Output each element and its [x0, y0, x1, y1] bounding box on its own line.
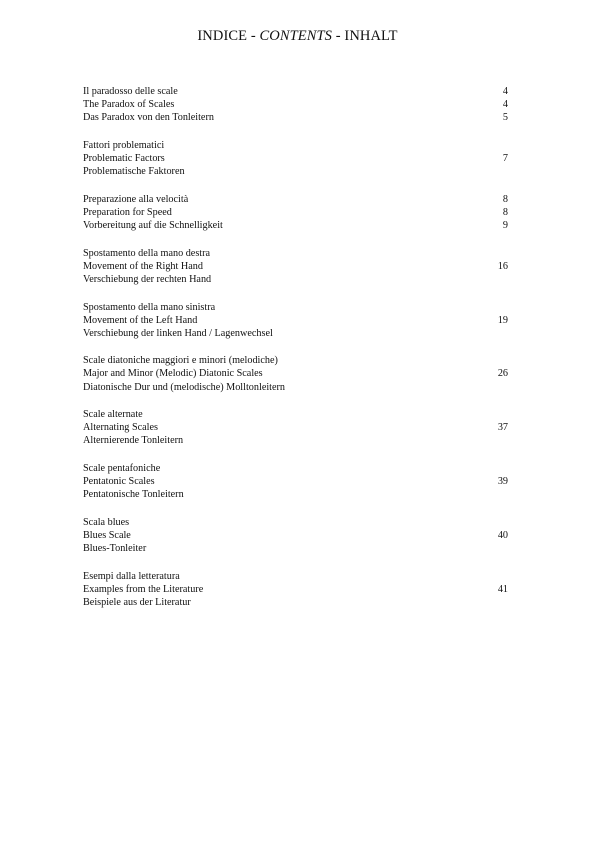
toc-entry[interactable]: [83, 206, 508, 219]
title-german: - INHALT: [332, 28, 398, 44]
toc-page-number: 7: [502, 152, 508, 164]
toc-page-number: 39: [497, 476, 508, 488]
title-italian: INDICE -: [197, 28, 260, 44]
toc-entry-title: The Paradox of Scales: [83, 99, 175, 111]
toc-entry[interactable]: [83, 542, 508, 555]
toc-entry[interactable]: [83, 327, 508, 340]
toc-entry[interactable]: [83, 475, 508, 488]
toc-page-number: 19: [497, 314, 508, 326]
toc-page-number: 5: [502, 112, 508, 124]
toc-entry-title: Diatonische Dur und (melodische) Molltonleitern: [83, 381, 286, 393]
toc-entry[interactable]: [83, 273, 508, 286]
toc-section: [83, 193, 508, 232]
toc-entry-title: Alternating Scales: [83, 422, 158, 434]
page-title: [0, 28, 595, 45]
toc-page-number: 8: [502, 193, 508, 205]
toc-entry-title: Blues-Tonleiter: [83, 543, 147, 555]
toc-section: [83, 301, 508, 340]
toc-entry[interactable]: [83, 462, 508, 475]
toc-entry[interactable]: [83, 301, 508, 314]
toc-entry[interactable]: [83, 152, 508, 165]
toc-section: [83, 408, 508, 447]
toc-entry-title: Alternierende Tonleitern: [83, 435, 184, 447]
toc-entry-title: Scala blues: [83, 517, 130, 528]
toc-entry[interactable]: [83, 434, 508, 447]
toc-entry-title: Blues Scale: [83, 530, 131, 542]
toc-page-number: 40: [497, 530, 508, 542]
toc-entry[interactable]: [83, 111, 508, 124]
toc-entry-title: Spostamento della mano sinistra: [83, 301, 216, 313]
toc-entry[interactable]: [83, 381, 508, 394]
toc-entry-title: Verschiebung der rechten Hand: [83, 273, 212, 285]
toc-entry[interactable]: [83, 367, 508, 380]
toc-section: [83, 462, 508, 501]
toc-entry[interactable]: [83, 247, 508, 260]
toc-page-number: 41: [497, 583, 508, 595]
toc-entry[interactable]: [83, 193, 508, 206]
toc-entry-title: Esempi dalla letteratura: [83, 570, 180, 582]
toc-entry-title: Spostamento della mano destra: [83, 247, 211, 259]
toc-entry[interactable]: [83, 516, 508, 529]
toc-section: [83, 247, 508, 286]
toc-entry-title: Scale alternate: [83, 409, 143, 421]
toc-entry-title: Preparation for Speed: [83, 206, 172, 218]
toc-entry-title: Examples from the Literature: [83, 583, 204, 595]
toc-entry[interactable]: [83, 139, 508, 152]
toc-entry-title: Beispiele aus der Literatur: [83, 597, 191, 609]
toc-page-number: 26: [497, 368, 508, 380]
toc-entry-title: Das Paradox von den Tonleitern: [83, 112, 214, 124]
toc-entry[interactable]: [83, 98, 508, 111]
toc-entry-title: Movement of the Left Hand: [83, 314, 198, 326]
toc-entry[interactable]: [83, 219, 508, 232]
toc-section: [83, 516, 508, 555]
title-english: CONTENTS: [259, 28, 333, 44]
toc-entry[interactable]: [83, 260, 508, 273]
toc-section: [83, 570, 508, 609]
toc-entry-title: Vorbereitung auf die Schnelligkeit: [83, 219, 223, 231]
toc-page-number: 16: [497, 260, 508, 272]
toc-entry[interactable]: [83, 85, 508, 98]
toc-entry-title: Pentatonische Tonleitern: [83, 489, 184, 501]
toc-entry[interactable]: [83, 529, 508, 542]
toc-page-number: 37: [497, 422, 508, 434]
toc-entry-title: Problematic Factors: [83, 152, 165, 164]
toc-entry[interactable]: [83, 488, 508, 501]
toc-entry[interactable]: [83, 354, 508, 367]
toc-entry-title: Il paradosso delle scale: [83, 86, 178, 97]
toc-entry[interactable]: [83, 570, 508, 583]
toc-entry[interactable]: [83, 596, 508, 609]
toc-entry-title: Preparazione alla velocità: [83, 193, 189, 205]
toc-entry-title: Pentatonic Scales: [83, 476, 155, 488]
toc-entry[interactable]: [83, 421, 508, 434]
toc-entry[interactable]: [83, 165, 508, 178]
toc-section: [83, 139, 508, 178]
toc-entry-title: Scale diatoniche maggiori e minori (melodiche): [83, 355, 278, 367]
toc-entry-title: Major and Minor (Melodic) Diatonic Scales: [83, 368, 263, 380]
toc-entry-title: Problematische Faktoren: [83, 166, 185, 178]
toc-entry-title: Fattori problematici: [83, 139, 165, 151]
toc-page-number: 4: [502, 99, 508, 111]
toc-entry[interactable]: [83, 583, 508, 596]
toc-page-number: 9: [502, 219, 508, 231]
toc-entry[interactable]: [83, 408, 508, 421]
toc-entry-title: Scale pentafoniche: [83, 463, 161, 475]
toc-entry[interactable]: [83, 314, 508, 327]
toc-entry-title: Verschiebung der linken Hand / Lagenwechsel: [83, 327, 273, 339]
table-of-contents: [83, 85, 508, 624]
toc-page-number: 4: [502, 86, 508, 97]
toc-section: [83, 85, 508, 124]
toc-page-number: 8: [502, 206, 508, 218]
toc-entry-title: Movement of the Right Hand: [83, 260, 203, 272]
toc-section: [83, 354, 508, 393]
